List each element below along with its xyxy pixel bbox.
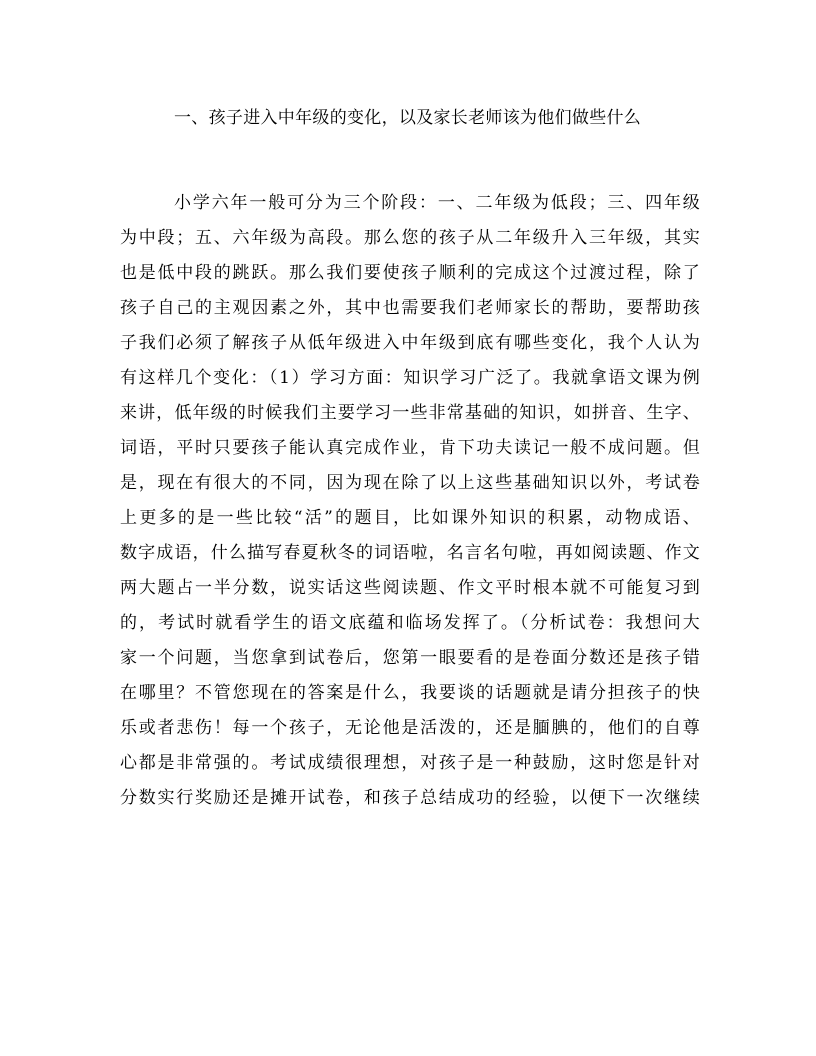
paragraph-line: 家一个问题，当您拿到试卷后，您第一眼要看的是卷面分数还是孩子错 xyxy=(120,648,700,668)
body-paragraph xyxy=(120,186,700,816)
paragraph-line: 孩子自己的主观因素之外，其中也需要我们老师家长的帮助，要帮助孩 xyxy=(120,298,700,318)
paragraph-line: 有这样几个变化：（1）学习方面：知识学习广泛了。我就拿语文课为例 xyxy=(120,368,700,388)
paragraph-line: 心都是非常强的。考试成绩很理想，对孩子是一种鼓励，这时您是针对 xyxy=(120,753,700,773)
paragraph-line: 子我们必须了解孩子从低年级进入中年级到底有哪些变化，我个人认为 xyxy=(120,333,700,353)
paragraph-line: 也是低中段的跳跃。那么我们要使孩子顺利的完成这个过渡过程，除了 xyxy=(120,263,700,283)
paragraph-line: 分数实行奖励还是摊开试卷，和孩子总结成功的经验，以便下一次继续 xyxy=(120,788,700,808)
paragraph-line: 乐或者悲伤！每一个孩子，无论他是活泼的，还是腼腆的，他们的自尊 xyxy=(120,718,700,738)
paragraph-line: 为中段；五、六年级为高段。那么您的孩子从二年级升入三年级，其实 xyxy=(120,228,700,248)
paragraph-line: 上更多的是一些比较“活”的题目，比如课外知识的积累，动物成语、 xyxy=(120,508,700,528)
paragraph-line: 在哪里？不管您现在的答案是什么，我要谈的话题就是请分担孩子的快 xyxy=(120,683,700,703)
paragraph-line: 两大题占一半分数，说实话这些阅读题、作文平时根本就不可能复习到 xyxy=(120,578,700,598)
paragraph-line: 词语，平时只要孩子能认真完成作业，肯下功夫读记一般不成问题。但 xyxy=(120,438,700,458)
paragraph-line: 来讲，低年级的时候我们主要学习一些非常基础的知识，如拼音、生字、 xyxy=(120,403,700,423)
paragraph-line: 数字成语，什么描写春夏秋冬的词语啦，名言名句啦，再如阅读题、作文 xyxy=(120,543,700,563)
paragraph-line: 小学六年一般可分为三个阶段：一、二年级为低段；三、四年级 xyxy=(174,193,700,213)
section-title: 一、孩子进入中年级的变化，以及家长老师该为他们做些什么 xyxy=(174,108,642,128)
paragraph-line: 的，考试时就看学生的语文底蕴和临场发挥了。（分析试卷：我想问大 xyxy=(120,613,700,633)
paragraph-line: 是，现在有很大的不同，因为现在除了以上这些基础知识以外，考试卷 xyxy=(120,473,700,493)
